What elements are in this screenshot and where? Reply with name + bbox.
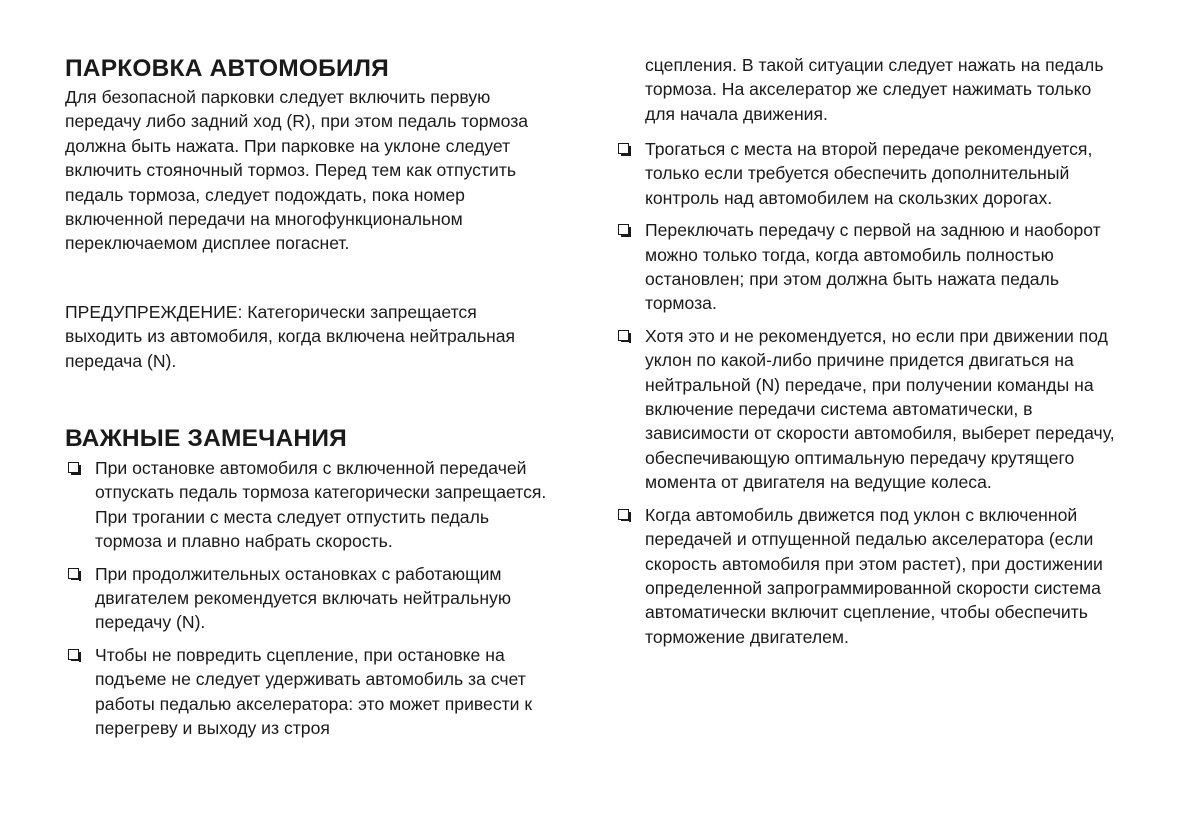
warning-paragraph: ПРЕДУПРЕЖДЕНИЕ: Категорически запрещается выходить из автомобиля, когда включена нейтральная передача (N).	[65, 302, 516, 371]
checkbox-bullet-icon	[618, 330, 629, 341]
list-item	[65, 643, 555, 741]
checkbox-bullet-icon	[68, 568, 79, 579]
checkbox-bullet-icon	[618, 224, 629, 235]
notes-list-left	[65, 456, 555, 748]
checkbox-bullet-icon	[68, 462, 79, 473]
list-item	[615, 218, 1115, 316]
list-item	[615, 503, 1115, 649]
list-item	[615, 324, 1115, 495]
list-item-text: Переключать передачу с первой на заднюю и наоборот можно только тогда, когда автомобиль полностью остановлен; при этом должна быть нажата педаль тормоза.	[645, 220, 1101, 314]
list-item	[65, 456, 555, 554]
list-item-text: Когда автомобиль движется под уклон с включенной передачей и отпущенной педалью акселератора (если скорость автомобиля при этом растет), при достижении определенной запрограммированной скорости система автоматически включит сцепление, чтобы обеспечить торможение двигателем.	[645, 504, 1103, 647]
list-item-text: При остановке автомобиля с включенной передачей отпускать педаль тормоза категорически запрещается. При трогании с места следует отпустить педаль тормоза и плавно набрать скорость.	[95, 458, 547, 552]
important-notes-heading: ВАЖНЫЕ ЗАМЕЧАНИЯ	[65, 425, 347, 452]
checkbox-bullet-icon	[618, 509, 629, 520]
continued-paragraph: сцепления. В такой ситуации следует нажать на педаль тормоза. На акселератор же следует нажимать только для начала движения.	[645, 55, 1104, 124]
checkbox-bullet-icon	[618, 143, 629, 154]
parking-paragraph: Для безопасной парковки следует включить первую передачу либо задний ход (R), при этом педаль тормоза должна быть нажата. При парковке на уклоне следует включить стояночный тормоз. Перед тем как отпустить педаль тормоза, следует подождать, пока номер включенной передачи на многофункциональном переключаемом дисплее погаснет.	[65, 87, 529, 254]
list-item-text: Хотя это и не рекомендуется, но если при движении под уклон по какой-либо причине придется двигаться на нейтральной (N) передаче, при получении команды на включение передачи система автоматически, в зависимости от скорости автомобиля, выберет передачу, обеспечивающую оптимальную передачу крутящего момента от двигателя на ведущие колеса.	[645, 325, 1115, 493]
list-item-text: При продолжительных остановках с работающим двигателем рекомендуется включать нейтральную передачу (N).	[95, 563, 512, 633]
list-item	[615, 137, 1115, 210]
parking-heading: ПАРКОВКА АВТОМОБИЛЯ	[65, 55, 389, 82]
list-item	[65, 562, 555, 635]
checkbox-bullet-icon	[68, 649, 79, 660]
notes-list-right	[615, 137, 1115, 657]
list-item-text: Чтобы не повредить сцепление, при остановке на подъеме не следует удерживать автомобиль за счет работы педалью акселератора: это может привести к перегреву и выходу из строя	[95, 644, 533, 739]
list-item-text: Трогаться с места на второй передаче рекомендуется, только если требуется обеспечить дополнительный контроль над автомобилем на скользких дорогах.	[645, 139, 1093, 208]
